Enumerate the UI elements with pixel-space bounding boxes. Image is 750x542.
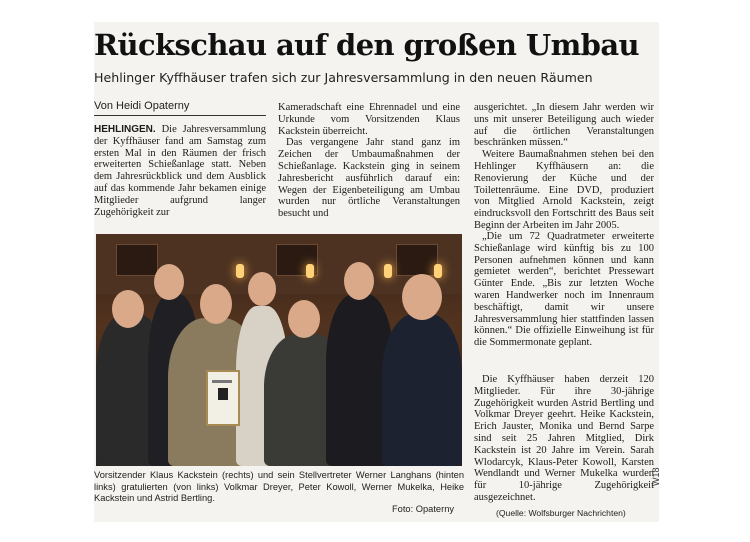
column-3-paragraph-3: „Die um 72 Quadratmeter erweiterte Schießanlage wird künftig bis zu 100 Personen aufnehmen können und kann gemietet werden“, berichtet Pressewart Günter Ende. „Bis zur letzten Woche waren Handwerker noch im Innenraum beschäftigt, damit wir unsere Jahresversammlung hier stattfinden lassen können.“ Die offizielle Einweihung ist für die Sommermonate geplant. [474,231,654,349]
person-3-head [200,284,232,324]
lamp [434,264,442,278]
photo-caption: Vorsitzender Klaus Kackstein (rechts) und sein Stellvertreter Werner Langhans (hinten links) gratulierten (von links) Volkmar Dreyer, Peter Kowoll, Werner Mukelka, Heike Kackstein und Astrid Bertling. [94,470,464,504]
person-4-head [248,272,276,306]
article-column-3-end [474,374,654,504]
article-column-3-continued [474,231,654,349]
column-2-paragraph-1: Kameradschaft eine Ehrennadel und eine Urkunde vom Vorsitzenden Klaus Kackstein überreicht. [278,102,460,137]
article-dateline: HEHLINGEN. [94,124,156,135]
article-byline: Von Heidi Opaterny [94,99,266,116]
person-6-head [344,262,374,300]
group-photo [96,234,462,466]
person-1-head [112,290,144,328]
source-note: (Quelle: Wolfsburger Nachrichten) [496,508,626,518]
column-3-paragraph-2: Weitere Baumaßnahmen stehen bei den Hehlinger Kyffhäusern an: die Renovierung der Küche und der Toilettenräume. Eine DVD, produziert von Mitglied Arnold Kackstein, zeigt eindrucksvoll den Fortschritt des Baus seit Beginn der Arbeiten im Jahr 2005. [474,149,654,231]
article-column-3 [474,102,654,232]
lamp [236,264,244,278]
person-7 [382,314,462,466]
certificate [206,370,240,426]
wall-panel [116,244,158,276]
wall-panel [396,244,438,276]
lamp [306,264,314,278]
column-1-text: Die Jahresversammlung der Kyffhäuser fand am Samstag zum ersten Mal in den Räumen der frisch erweiterten Schießanlage statt. Neben dem Jahresrückblick und dem Ausblick auf das kommende Jahr bekamen einige Mitglieder aufgrund langer Zugehörigkeit zur [94,124,267,218]
photo-credit: Foto: Opaterny [392,504,455,514]
lamp [384,264,392,278]
person-5-head [288,300,320,338]
column-3-paragraph-1: ausgerichtet. „In diesem Jahr werden wir uns mit unserer Beteiligung auch wieder auf die örtlichen Veranstaltungen beschränken müssen.“ [474,102,654,149]
article-headline: Rückschau auf den großen Umbau [94,28,640,62]
column-2-paragraph-2: Das vergangene Jahr stand ganz im Zeichen der Umbaumaßnahmen der Schießanlage. Kackstein ging in seinem Jahresbericht ausführlich darauf ein: Wegen der Eigenbeteiligung am Umbau wurden nur örtliche Veranstaltungen besucht und [278,137,460,220]
article-column-1 [94,124,266,218]
person-2-head [154,264,184,300]
page-tag: W18 [651,467,661,486]
article-subheadline: Hehlinger Kyffhäuser trafen sich zur Jahresversammlung in den neuen Räumen [94,70,593,85]
article-column-2 [278,102,460,220]
column-3-paragraph-4: Die Kyffhäuser haben derzeit 120 Mitglieder. Für ihre 30-jährige Zugehörigkeit wurden Astrid Bertling und Volkmar Dreyer geehrt. Heike Kackstein, Erich Jauster, Monika und Bernd Sarpe sind seit 25 Jahren Mitglied, Dirk Kackstein ist 20 Jahre im Verein. Sarah Wlodarcyk, Klaus-Peter Kowoll, Karsten Wendlandt und Werner Mukelka wurden für 10-jährige Zugehörigkeit ausgezeichnet. [474,374,654,503]
person-7-head [402,274,442,320]
